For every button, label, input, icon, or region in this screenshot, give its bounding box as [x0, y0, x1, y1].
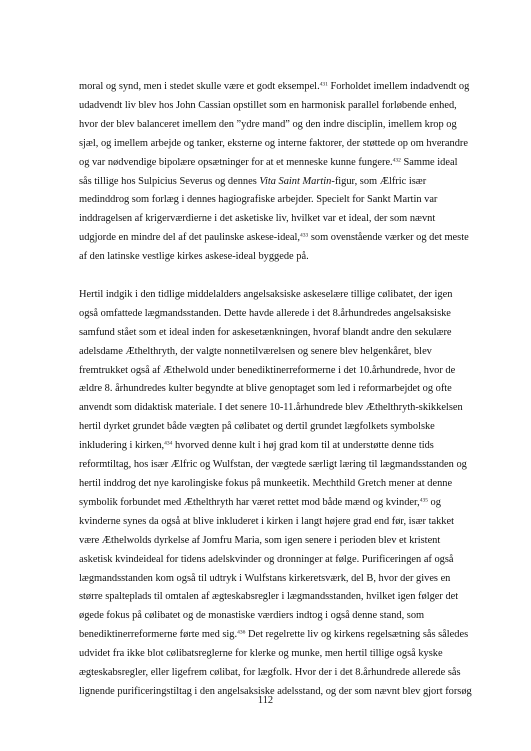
text-run: være Æthelwolds dyrkelse af Jomfru Maria, som igen senere i perioden blev et kristent — [79, 534, 441, 546]
text-line — [79, 588, 459, 607]
text-run: øgede fokus på cølibatet og de monastiske værdiers indtog i også denne stand, som — [79, 610, 425, 622]
text-run: lægmandsstanden kom også til udtryk i Wulfstans kirkeretsværk, del B, hvor der gives en — [79, 572, 451, 584]
text-run: Hertil indgik i den tidlige middelalders angelsaksiske askeselære tillige cølibatet, der igen — [79, 288, 453, 300]
footnote-ref: 436 — [237, 629, 246, 636]
text-line — [79, 362, 456, 381]
text-run: inddragelsen af krigerværdierne i det asketiske liv, hvilket var et ideal, der som nævnt — [79, 213, 436, 225]
text-run: hertil inddrog det nye karolingiske fokus på munkeetik. Mechthild Gretch mener at denne — [79, 478, 453, 490]
text-line — [79, 154, 458, 173]
text-line — [79, 343, 452, 362]
text-line — [79, 97, 457, 116]
text-line — [79, 494, 452, 513]
text-run: asketisk kvindeideal for tidens adelskvinder og dronninger at følge. Purificeringen af også — [79, 553, 454, 565]
text-line — [79, 607, 452, 626]
body-text — [79, 78, 472, 702]
text-run: som ovenstående værker og det meste — [308, 232, 469, 244]
paragraph — [79, 78, 470, 267]
text-line — [79, 191, 452, 210]
text-run: reformtiltag, hos især Ælfric og Wulfstan, der vægtede særligt læring til lægmandsstanden og — [79, 459, 467, 471]
text-run: sås tillige hos Sulpicius Severus og dennes — [79, 175, 260, 187]
text-run: Forholdet imellem indadvendt og — [327, 81, 470, 92]
text-line — [79, 437, 452, 456]
footnote-ref: 432 — [392, 157, 401, 164]
paragraph — [79, 286, 472, 702]
text-line — [79, 116, 457, 135]
text-run: lignende purificeringstiltag i den angelsaksiske adelsstand, og der som nævnt blev gjort forsøg — [79, 685, 472, 697]
text-run: kvinderne synes da også at blive inkluderet i kirken i langt højere grad end før, især takket — [79, 515, 454, 527]
text-run: hertil dyrket grundet både vægten på cølibatet og dertil grundet lægfolkets symbolske — [79, 421, 435, 433]
text-line — [79, 513, 452, 532]
footnote-ref: 431 — [319, 81, 328, 88]
text-line — [79, 380, 452, 399]
text-run: moral og synd, men i stedet skulle være et godt eksempel. — [79, 81, 320, 92]
text-line — [79, 173, 452, 192]
text-run: af den latinske vestlige kirkes askese-ideal byggede på. — [79, 251, 309, 263]
text-run: hvorved denne kult i høj grad kom til at understøtte denne tids — [172, 440, 434, 452]
text-run: symbolik forbundet med Æthelthryth har været rettet mod både mænd og kvinder, — [79, 496, 420, 508]
page-number: 112 — [257, 695, 274, 706]
text-line — [79, 210, 452, 229]
text-line — [79, 475, 452, 494]
text-run: anvendt som didaktisk materiale. I det senere 10-11.århundrede blev Æthelthryth-skikkelsen — [79, 402, 463, 414]
text-run: udvidet fra ikke blot cølibatsreglerne for klerke og munke, men hertil tillige også kyske — [79, 648, 443, 660]
text-run: samfund stået som et ideal inden for askesetænkningen, hvoraf blandt andre den sekulære — [79, 326, 452, 338]
italic-title: Vita Saint Martin — [259, 175, 332, 187]
text-run: inkludering i kirken, — [79, 440, 165, 452]
text-line — [79, 78, 470, 97]
text-run: også omfattede lægmandsstanden. Dette havde allerede i det 8.århundredes angelsaksiske — [79, 307, 451, 319]
text-line — [79, 135, 468, 154]
text-line — [79, 324, 452, 343]
text-run: udgjorde en mindre del af det paulinske askese-ideal, — [79, 232, 301, 244]
footnote-ref: 433 — [300, 232, 309, 239]
text-line — [79, 645, 452, 664]
text-line — [79, 248, 452, 267]
text-run: udadvendt liv blev hos John Cassian opstillet som en harmonisk parallel forløbende enhed, — [79, 99, 457, 111]
text-line — [79, 399, 463, 418]
text-run: sjæl, og imellem arbejde og tanker, eksterne og interne faktorer, der støttede op om hverandre — [79, 137, 468, 149]
text-run: Det regelrette liv og kirkens regelsætning sås således — [245, 629, 469, 641]
text-line — [79, 418, 452, 437]
text-run: ældre 8. århundredes kulter begyndte at blive genoptaget som led i reformarbejdet og ofte — [79, 383, 452, 395]
text-line — [79, 305, 452, 324]
text-run: Samme ideal — [400, 156, 458, 168]
text-run: større spalteplads til omtalen af ægteskabsregler i lægmandsstanden, hvilket igen følger det — [79, 591, 459, 603]
footnote-ref: 435 — [419, 497, 428, 504]
footnote-ref: 434 — [164, 440, 173, 447]
text-run: -figur, som Ælfric især — [331, 175, 427, 187]
text-line — [79, 626, 469, 645]
text-line — [79, 456, 467, 475]
text-line — [79, 570, 452, 589]
text-run: medinddrog som forlæg i dennes hagiografiske arbejder. Specielt for Sankt Martin var — [79, 194, 438, 206]
text-run: og — [427, 496, 441, 508]
text-run: adelsdame Æthelthryth, der valgte nonnetilværelsen og senere blev helgenkåret, blev — [79, 345, 432, 357]
text-line — [79, 532, 452, 551]
text-run: ægteskabsregler, eller ligefrem cølibat, for lægfolk. Hvor der i det 8.århundrede allerede sås — [79, 667, 461, 679]
text-line — [79, 664, 461, 683]
text-line — [79, 286, 452, 305]
text-run: benediktinerreformerne førte med sig. — [79, 629, 238, 641]
text-line — [79, 551, 452, 570]
text-run: fremtrukket også af Æthelwold under benediktinerreformerne i det 10.århundrede, hvor de — [79, 364, 456, 376]
text-run: hvor der blev balanceret imellem den ”ydre mand” og den indre disciplin, imellem krop og — [79, 118, 457, 130]
text-line — [79, 229, 469, 248]
text-run: og var nødvendige bipolære opsætninger for at et menneske kunne fungere. — [79, 156, 393, 168]
